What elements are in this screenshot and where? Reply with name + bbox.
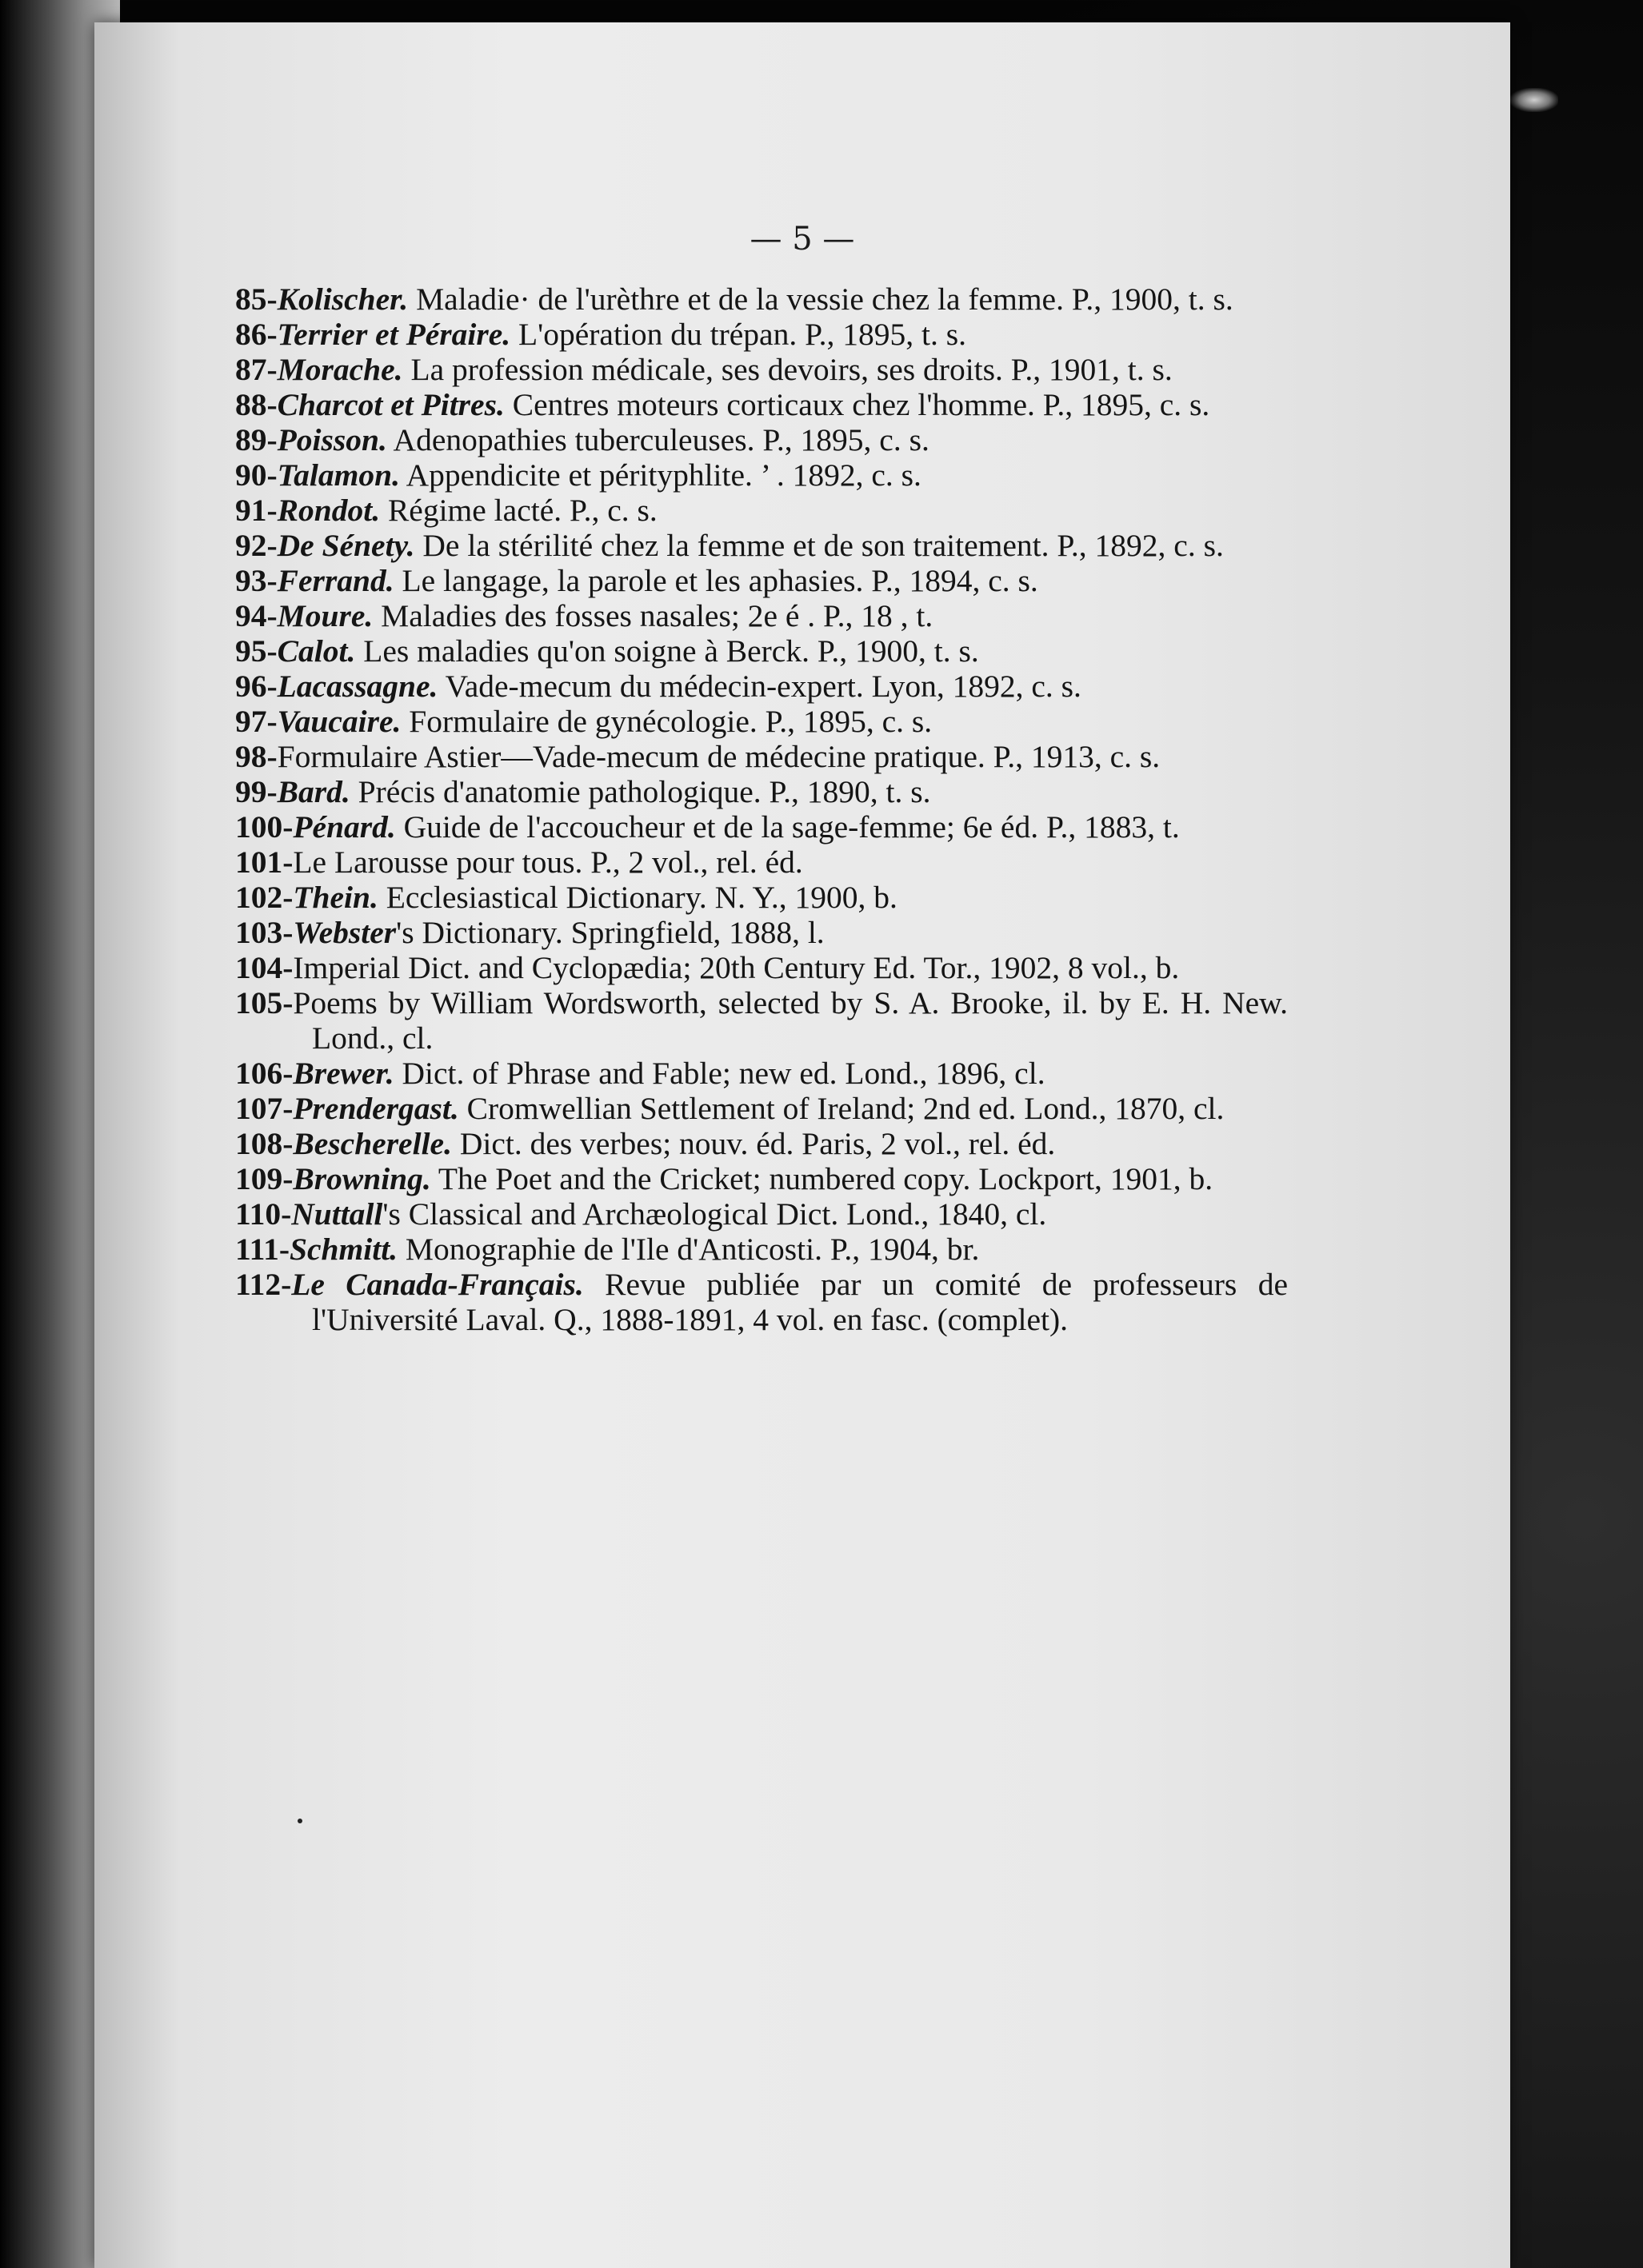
catalog-entry: [235, 1232, 1288, 1267]
entry-text: Maladies des fosses nasales; 2e é . P., 18 , t.: [373, 598, 933, 633]
entry-text: Guide de l'accoucheur et de la sage-femme; 6e éd. P., 1883, t.: [395, 809, 1180, 845]
entry-text: Adenopathies tuberculeuses. P., 1895, c. s.: [386, 422, 929, 457]
entry-number: 92-: [235, 528, 278, 563]
entry-author: Bescherelle.: [293, 1126, 452, 1161]
entry-number: 86-: [235, 317, 278, 352]
entry-author: Morache.: [277, 352, 403, 387]
catalog-entry: [235, 774, 1288, 809]
entry-text: Poems by William Wordsworth, selected by S. A. Brooke, il. by E. H. New. Lond., cl.: [293, 985, 1288, 1056]
entry-author: Thein.: [293, 880, 378, 915]
entry-author: Talamon.: [277, 457, 400, 493]
catalog-entry: [235, 669, 1288, 704]
entry-number: 108-: [235, 1126, 294, 1161]
entry-author: Schmitt.: [290, 1232, 398, 1267]
catalog-entry: [235, 633, 1288, 669]
catalog-entry: [235, 352, 1288, 387]
entry-author: Ferrand.: [277, 563, 394, 598]
catalog-entry-list: [235, 282, 1288, 1337]
entry-number: 104-: [235, 950, 294, 985]
catalog-entry: [235, 950, 1288, 985]
entry-author: Nuttall: [291, 1196, 383, 1232]
entry-text: Dict. des verbes; nouv. éd. Paris, 2 vol., rel. éd.: [451, 1126, 1056, 1161]
entry-number: 93-: [235, 563, 278, 598]
entry-text: La profession médicale, ses devoirs, ses droits. P., 1901, t. s.: [402, 352, 1173, 387]
entry-number: 96-: [235, 669, 278, 704]
entry-number: 109-: [235, 1161, 294, 1196]
entry-text: Cromwellian Settlement of Ireland; 2nd ed. Lond., 1870, cl.: [458, 1091, 1225, 1126]
entry-author: Browning.: [293, 1161, 431, 1196]
entry-author: Pénard.: [293, 809, 396, 845]
catalog-entry: [235, 739, 1288, 774]
catalog-entry: [235, 845, 1288, 880]
entry-author: Poisson.: [277, 422, 387, 457]
entry-text: Les maladies qu'on soigne à Berck. P., 1900, t. s.: [355, 633, 979, 669]
scan-artifact: [1510, 88, 1558, 112]
entry-text: Monographie de l'Ile d'Anticosti. P., 1904, br.: [398, 1232, 980, 1267]
entry-author: Prendergast.: [293, 1091, 459, 1126]
entry-number: 95-: [235, 633, 278, 669]
entry-author: Vaucaire.: [277, 704, 402, 739]
entry-text: Imperial Dict. and Cyclopædia; 20th Century Ed. Tor., 1902, 8 vol., b.: [293, 950, 1180, 985]
entry-number: 97-: [235, 704, 278, 739]
entry-text: The Poet and the Cricket; numbered copy. Lockport, 1901, b.: [430, 1161, 1213, 1196]
catalog-entry: [235, 985, 1288, 1056]
entry-text: 's Dictionary. Springfield, 1888, l.: [396, 915, 825, 950]
entry-number: 106-: [235, 1056, 294, 1091]
entry-text: Le Larousse pour tous. P., 2 vol., rel. éd.: [293, 845, 803, 880]
entry-text: Maladie· de l'urèthre et de la vessie chez la femme. P., 1900, t. s.: [408, 282, 1233, 317]
entry-number: 90-: [235, 457, 278, 493]
entry-author: Charcot et Pitres.: [277, 387, 505, 422]
entry-number: 91-: [235, 493, 278, 528]
catalog-entry: [235, 1126, 1288, 1161]
catalog-entry: [235, 387, 1288, 422]
entry-author: Brewer.: [293, 1056, 394, 1091]
entry-number: 85-: [235, 282, 278, 317]
entry-number: 111-: [235, 1232, 290, 1267]
entry-text: Le langage, la parole et les aphasies. P., 1894, c. s.: [394, 563, 1038, 598]
catalog-entry: [235, 1196, 1288, 1232]
catalog-entry: [235, 1091, 1288, 1126]
entry-number: 107-: [235, 1091, 294, 1126]
entry-number: 112-: [235, 1267, 292, 1302]
catalog-entry: [235, 317, 1288, 352]
catalog-entry: [235, 493, 1288, 528]
entry-number: 99-: [235, 774, 278, 809]
catalog-entry: [235, 704, 1288, 739]
entry-author: Moure.: [277, 598, 374, 633]
entry-author: Terrier et Péraire.: [277, 317, 511, 352]
entry-number: 100-: [235, 809, 294, 845]
entry-text: Vade-mecum du médecin-expert. Lyon, 1892, c. s.: [438, 669, 1081, 704]
entry-number: 88-: [235, 387, 278, 422]
catalog-entry: [235, 1056, 1288, 1091]
entry-author: Kolischer.: [277, 282, 409, 317]
entry-author: Webster: [293, 915, 397, 950]
entry-text: Précis d'anatomie pathologique. P., 1890, t. s.: [350, 774, 931, 809]
entry-text: Revue publiée par un comité de professeurs de l'Université Laval. Q., 1888-1891, 4 vol. en fasc. (complet).: [312, 1267, 1288, 1337]
entry-number: 89-: [235, 422, 278, 457]
entry-text: Formulaire Astier—Vade-mecum de médecine pratique. P., 1913, c. s.: [277, 739, 1161, 774]
catalog-entry: [235, 915, 1288, 950]
entry-author: Lacassagne.: [277, 669, 438, 704]
page-number: — 5 —: [750, 221, 855, 258]
catalog-entry: [235, 563, 1288, 598]
stray-mark: [298, 1819, 302, 1823]
entry-text: Dict. of Phrase and Fable; new ed. Lond., 1896, cl.: [394, 1056, 1045, 1091]
entry-text: De la stérilité chez la femme et de son traitement. P., 1892, c. s.: [414, 528, 1224, 563]
entry-text: Formulaire de gynécologie. P., 1895, c. s.: [401, 704, 933, 739]
entry-author: Calot.: [277, 633, 356, 669]
entry-text: Appendicite et pérityphlite. ’ . 1892, c. s.: [399, 457, 921, 493]
entry-number: 101-: [235, 845, 294, 880]
entry-author: De Sénety.: [277, 528, 415, 563]
entry-author: Rondot.: [277, 493, 381, 528]
catalog-entry: [235, 528, 1288, 563]
catalog-entry: [235, 1161, 1288, 1196]
catalog-entry: [235, 282, 1288, 317]
catalog-entry: [235, 809, 1288, 845]
entry-number: 105-: [235, 985, 294, 1020]
catalog-entry: [235, 598, 1288, 633]
entry-number: 102-: [235, 880, 294, 915]
catalog-entry: [235, 422, 1288, 457]
entry-text: 's Classical and Archæological Dict. Lond., 1840, cl.: [382, 1196, 1047, 1232]
entry-text: Centres moteurs corticaux chez l'homme. P., 1895, c. s.: [504, 387, 1210, 422]
catalog-entry: [235, 880, 1288, 915]
entry-author: Bard.: [277, 774, 350, 809]
catalog-entry: [235, 1267, 1288, 1337]
entry-text: L'opération du trépan. P., 1895, t. s.: [510, 317, 967, 352]
entry-number: 103-: [235, 915, 294, 950]
entry-number: 87-: [235, 352, 278, 387]
entry-author: Le Canada-Français.: [291, 1267, 584, 1302]
entry-number: 94-: [235, 598, 278, 633]
entry-number: 110-: [235, 1196, 292, 1232]
catalog-entry: [235, 457, 1288, 493]
entry-text: Ecclesiastical Dictionary. N. Y., 1900, b.: [378, 880, 897, 915]
entry-number: 98-: [235, 739, 278, 774]
entry-text: Régime lacté. P., c. s.: [380, 493, 658, 528]
